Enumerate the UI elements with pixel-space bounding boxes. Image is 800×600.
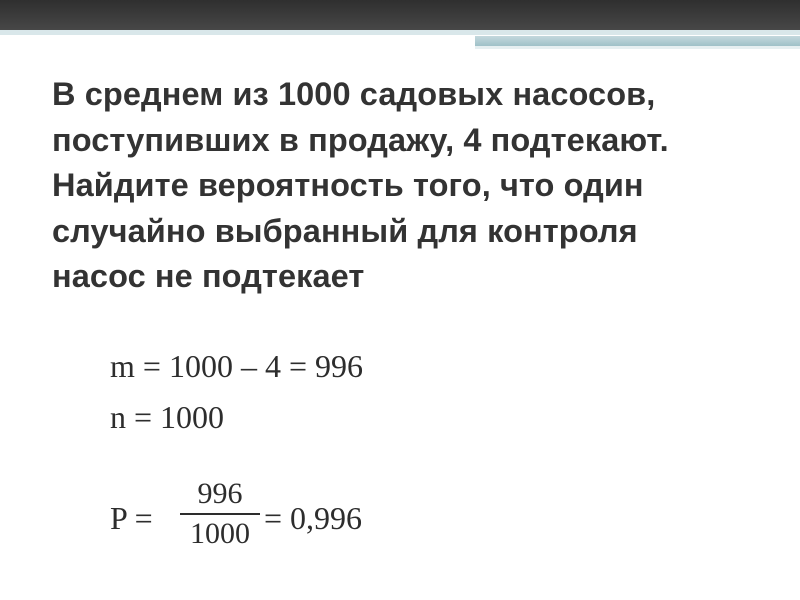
equation-m: m = 1000 – 4 = 996 bbox=[110, 348, 363, 384]
probability-fraction bbox=[180, 478, 260, 550]
slide-top-bar bbox=[0, 0, 800, 30]
fraction-denominator: 1000 bbox=[190, 517, 250, 550]
problem-line: Найдите вероятность того, что один bbox=[52, 167, 644, 203]
equation-p-result: = 0,996 bbox=[264, 500, 363, 536]
problem-line: случайно выбранный для контроля bbox=[52, 212, 638, 249]
equation-n: n = 1000 bbox=[110, 399, 225, 435]
problem-line: В среднем из 1000 садовых насосов, bbox=[52, 76, 656, 112]
equation-p-prefix: P = bbox=[110, 500, 153, 536]
fraction-numerator: 996 bbox=[197, 477, 243, 510]
slide-accent-stripe-light bbox=[475, 46, 800, 49]
problem-line: поступивших в продажу, 4 подтекают. bbox=[52, 121, 669, 158]
problem-statement bbox=[52, 72, 772, 300]
slide-accent-line bbox=[0, 30, 800, 35]
fraction-bar bbox=[180, 513, 260, 515]
problem-line: насос не подтекает bbox=[52, 258, 365, 294]
slide-accent-stripe bbox=[475, 36, 800, 46]
